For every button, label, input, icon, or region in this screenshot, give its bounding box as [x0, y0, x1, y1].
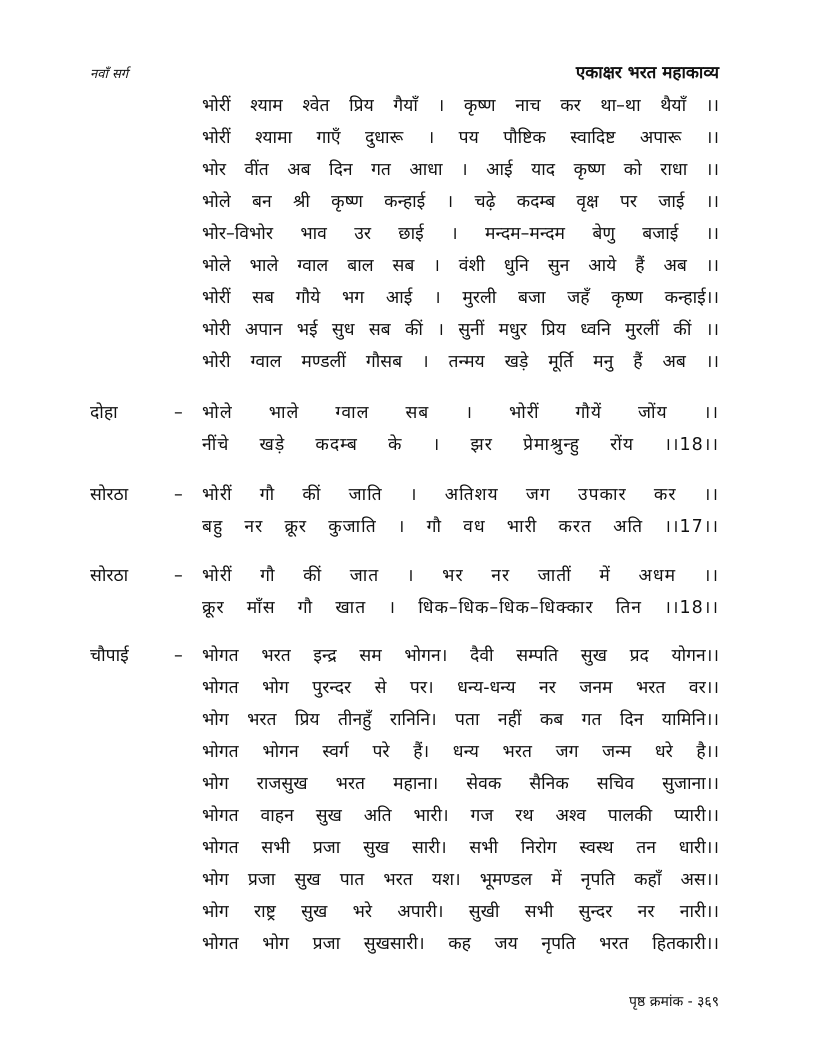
verse-line: भोरीं गौ कीं जाति । अतिशय जग उपकार कर ।।: [202, 485, 719, 505]
section-dash: –: [174, 485, 183, 505]
verse-line: भोर वींत अब दिन गत आधा । आई याद कृष्ण को राधा ।।: [202, 160, 719, 180]
chaupai-section: [90, 640, 719, 960]
verse-line: भोग भरत प्रिय तीनहुँ रानिनि। पता नहीं कब गत दिन यामिनि।।: [202, 710, 719, 730]
verse-line: भोले भाले ग्वाल बाल सब । वंशी धुनि सुन आये हैं अब ।।: [202, 256, 719, 276]
section-dash: –: [174, 403, 183, 423]
verse-line: भोले भाले ग्वाल सब । भोरीं गौयें जोंय ।।: [202, 403, 719, 423]
verse-line: भोले बन श्री कृष्ण कन्हाई । चढ़े कदम्ब वृक्ष पर जाई ।।: [202, 192, 719, 212]
section-label: सोरठा: [90, 485, 129, 505]
verse-line: भोरी ग्वाल मण्डलीं गौसब । तन्मय खड़े मूर्ति मनु हैं अब ।।: [202, 352, 719, 372]
section-label: सोरठा: [90, 566, 129, 586]
verse-line: भोर–विभोर भाव उर छाई । मन्दम–मन्दम बेणु बजाई ।।: [202, 224, 719, 244]
book-title: एकाक्षर भरत महाकाव्य: [575, 63, 719, 83]
verse-line: भोरीं श्यामा गाएँ दुधारू । पय पौष्टिक स्वादिष्ट अपारू ।।: [202, 128, 719, 148]
doha-section: [90, 397, 719, 461]
verse-line: भोगत भरत इन्द्र सम भोगन। दैवी सम्पति सुख प्रद योगन।।: [202, 646, 719, 666]
sortha-section-2: [90, 560, 719, 624]
verse-line: भोगत सभी प्रजा सुख सारी। सभी निरोग स्वस्थ तन धारी।।: [202, 838, 719, 858]
opening-verse-block: [202, 90, 719, 378]
page-header: [90, 60, 719, 84]
verse-line: भोरीं गौ कीं जात । भर नर जातीं में अधम ।।: [202, 566, 719, 586]
verse-line: भोगत भोग पुरन्दर से पर। धन्य-धन्य नर जनम भरत वर।।: [202, 678, 719, 698]
verse-line: भोग प्रजा सुख पात भरत यश। भूमण्डल में नृपति कहाँ अस।।: [202, 870, 719, 890]
section-label: दोहा: [90, 403, 118, 423]
page-number: पृष्ठ क्रमांक - ३६९: [629, 994, 719, 1010]
section-dash: –: [174, 646, 183, 666]
verse-line: भोरी अपान भई सुध सब कीं । सुनीं मधुर प्रिय ध्वनि मुरलीं कीं ।।: [202, 320, 719, 340]
verse-line: भोग राजसुख भरत महाना। सेवक सैनिक सचिव सुजाना।।: [202, 774, 719, 794]
verse-line: भोगत वाहन सुख अति भारी। गज रथ अश्व पालकी प्यारी।।: [202, 806, 719, 826]
canto-title: नवाँ सर्ग: [90, 67, 129, 82]
verse-line: भोग राष्ट्र सुख भरे अपारी। सुखी सभी सुन्दर नर नारी।।: [202, 902, 719, 922]
section-dash: –: [174, 566, 183, 586]
verse-line: भोगत भोगन स्वर्ग परे हैं। धन्य भरत जग जन्म धरे है।।: [202, 742, 719, 762]
verse-line: भोरीं सब गौये भग आई । मुरली बजा जहँ कृष्ण कन्हाई।।: [202, 288, 719, 308]
verse-line: बहु नर क्रूर कुजाति । गौ वध भारी करत अति ।।17।।: [202, 517, 719, 537]
verse-line: भोगत भोग प्रजा सुखसारी। कह जय नृपति भरत हितकारी।।: [202, 934, 719, 954]
verse-line: क्रूर माँस गौ खात । धिक–धिक–धिक–धिक्कार तिन ।।18।।: [202, 598, 719, 618]
verse-line: नींचे खड़े कदम्ब के । झर प्रेमाश्रुन्हु रोंय ।।18।।: [202, 435, 719, 455]
section-label: चौपाई: [90, 646, 129, 666]
sortha-section-1: [90, 479, 719, 543]
verse-line: भोरीं श्याम श्वेत प्रिय गैयाँ । कृष्ण नाच कर था–था थैयाँ ।।: [202, 96, 719, 116]
